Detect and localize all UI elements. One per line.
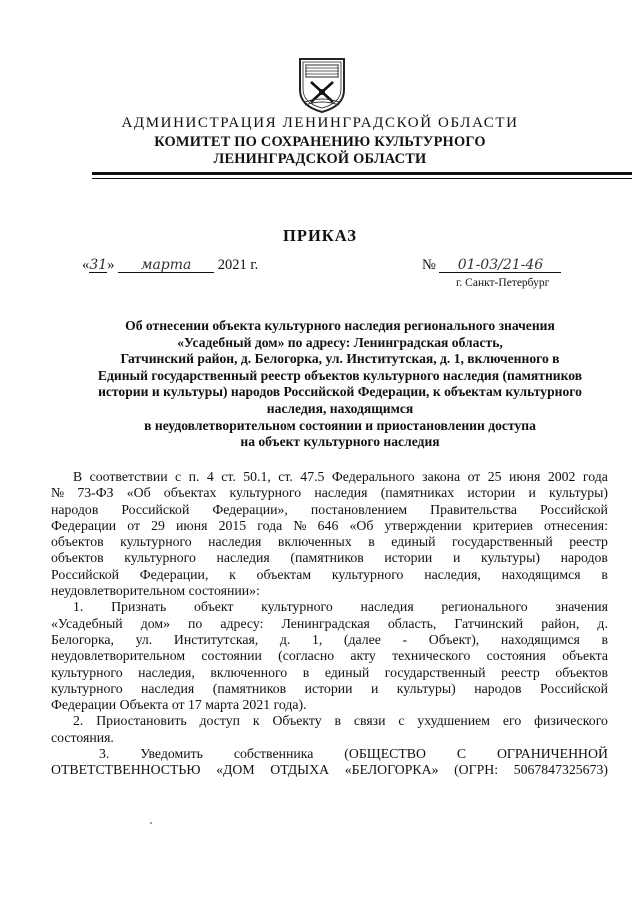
- body-word: 2015: [218, 517, 247, 533]
- body-line: [51, 632, 608, 648]
- subject-line: Об отнесении объекта культурного наследия регионального значения: [125, 318, 555, 333]
- body-line: [51, 616, 608, 632]
- body-word: критериев: [472, 517, 533, 533]
- body-word: 3.: [99, 746, 110, 762]
- body-word: от: [171, 697, 189, 713]
- body-word: в: [368, 534, 375, 550]
- body-word: объектам: [256, 566, 312, 582]
- body-word: доступ: [199, 713, 241, 729]
- body-word: и: [528, 485, 536, 501]
- body-word: «Об: [126, 485, 151, 501]
- body-word: по: [188, 615, 203, 631]
- subject-line: «Усадебный дом» по адресу: Ленинградская область,: [177, 334, 503, 350]
- order-date: [82, 257, 258, 274]
- body-word: технического: [392, 648, 471, 664]
- body-word: Федерации: [51, 517, 117, 533]
- number-value: 01-03/21-46: [439, 258, 561, 273]
- body-word: Приостановить: [96, 713, 187, 729]
- subject-line: Единый государственный реестр объектов культурного наследия (памятников: [97, 367, 583, 383]
- body-word: Объекта: [119, 697, 172, 713]
- subject-line: истории и культуры) народов Российской Федерации, к объектам культурного: [98, 384, 582, 400]
- body-word: состоянии: [201, 648, 262, 664]
- date-month: марта: [118, 258, 214, 273]
- body-word: (ОБЩЕСТВО: [344, 746, 426, 762]
- body-word: Уведомить: [140, 746, 203, 762]
- body-word: (согласно: [278, 648, 335, 664]
- subject-line: на объект культурного наследия: [240, 434, 440, 450]
- body-word: культуры): [549, 485, 608, 501]
- header-rule-thick: [92, 172, 632, 175]
- body-word: ст.: [278, 469, 293, 484]
- body-word: Признать: [111, 599, 167, 615]
- body-word: с: [175, 469, 182, 484]
- body-word: 29: [151, 517, 165, 533]
- date-year: 2021 г.: [217, 257, 259, 273]
- body-word: реестр: [501, 664, 540, 680]
- body-word: (ОГРН:: [454, 762, 499, 778]
- body-word: к: [252, 713, 260, 729]
- body-word: В: [73, 469, 83, 484]
- body-word: область,: [387, 615, 437, 631]
- body-word: объектов: [51, 534, 104, 550]
- committee-name-line1: КОМИТЕТ ПО СОХРАНЕНИЮ КУЛЬТУРНОГО: [154, 134, 486, 150]
- subject-line: наследия, находящимся: [266, 400, 414, 416]
- body-word: его: [502, 713, 522, 729]
- body-word: соответствии: [89, 469, 168, 484]
- body-word: истории: [304, 680, 353, 696]
- body-word: государственный: [384, 664, 486, 680]
- body-line: [51, 485, 608, 501]
- coat-of-arms-icon: [297, 56, 347, 114]
- body-word: (памятников: [290, 550, 364, 566]
- order-number: [422, 257, 561, 274]
- body-word: культурного: [261, 599, 333, 615]
- body-line: [51, 730, 608, 746]
- body-word: года: [582, 469, 608, 484]
- body-word: Ленинградская: [281, 615, 370, 631]
- body-word: к: [229, 566, 236, 582]
- body-word: №: [51, 485, 65, 501]
- body-word: 1.: [73, 599, 84, 615]
- body-word: народов: [474, 680, 522, 696]
- body-word: состоянии»:: [188, 583, 260, 599]
- body-word: -: [402, 631, 408, 647]
- body-word: культуры): [396, 680, 456, 696]
- body-word: единый: [324, 664, 370, 680]
- body-word: ст.: [221, 469, 236, 484]
- body-word: закона: [422, 469, 461, 484]
- body-word: Федерации,: [139, 566, 209, 582]
- body-word: (далее: [343, 631, 381, 647]
- body-word: собственника: [233, 746, 314, 762]
- body-line: [51, 469, 608, 485]
- body-word: единый: [391, 534, 436, 550]
- body-word: объектах: [163, 485, 217, 501]
- body-word: года).: [273, 697, 307, 713]
- body-word: наследия: [141, 680, 195, 696]
- body-word: реестр: [569, 534, 608, 550]
- body-word: в: [601, 631, 608, 647]
- body-word: народов: [51, 501, 99, 517]
- body-word: ОГРАНИЧЕННОЙ: [496, 746, 608, 762]
- body-word: «ДОМ: [216, 762, 255, 778]
- body-word: ухудшением: [417, 713, 491, 729]
- body-word: наследия,: [424, 566, 481, 582]
- body-word: народов: [560, 550, 608, 566]
- body-word: значения: [555, 599, 608, 615]
- organization-name: АДМИНИСТРАЦИЯ ЛЕНИНГРАДСКОЙ ОБЛАСТИ: [121, 115, 519, 131]
- body-word: наследия: [216, 550, 270, 566]
- order-subject: [80, 318, 600, 451]
- body-word: 646: [317, 517, 339, 533]
- body-word: 4: [206, 469, 214, 484]
- body-word: связи: [353, 713, 386, 729]
- body-word: Институтская,: [173, 631, 259, 647]
- body-word: объекта: [562, 648, 608, 664]
- body-word: состояния.: [51, 729, 114, 745]
- body-word: 50.1,: [243, 469, 271, 484]
- body-word: наследия: [208, 534, 262, 550]
- body-word: Федерации»,: [212, 501, 288, 517]
- body-word: утверждении: [384, 517, 462, 533]
- number-sign: №: [422, 257, 436, 273]
- body-word: культурного: [331, 566, 404, 582]
- order-body: [51, 469, 608, 779]
- issue-place: г. Санкт-Петербург: [456, 277, 550, 289]
- document-title: ПРИКАЗ: [283, 226, 357, 245]
- body-word: культуры): [480, 550, 540, 566]
- body-word: №: [293, 517, 307, 533]
- body-word: культурного: [51, 680, 123, 696]
- body-line: [51, 648, 608, 664]
- body-word: объект: [194, 599, 234, 615]
- committee-name-line2: ЛЕНИНГРАДСКОЙ ОБЛАСТИ: [213, 151, 427, 167]
- body-line: [51, 550, 608, 566]
- body-word: состояния: [486, 648, 547, 664]
- body-line: [51, 599, 608, 615]
- body-word: 25: [487, 469, 502, 484]
- body-word: государственный: [452, 534, 553, 550]
- body-word: 2021: [242, 697, 274, 713]
- body-word: в: [334, 713, 341, 729]
- body-word: 1,: [311, 631, 323, 647]
- body-word: 2.: [73, 713, 84, 729]
- body-word: от: [467, 469, 481, 484]
- body-word: года: [257, 517, 283, 533]
- body-line: [51, 762, 608, 778]
- body-word: и: [452, 550, 461, 566]
- body-line: [51, 518, 608, 534]
- body-word: наследия: [360, 599, 414, 615]
- body-word: «Усадебный: [51, 615, 123, 631]
- body-line: [51, 502, 608, 518]
- body-word: район,: [541, 615, 580, 631]
- body-word: 73-ФЗ: [77, 485, 114, 501]
- body-word: июня: [176, 517, 208, 533]
- body-word: 5067847325673): [513, 762, 608, 778]
- body-line: [51, 583, 608, 599]
- body-word: 47.5: [300, 469, 325, 484]
- body-word: культурного: [51, 664, 123, 680]
- body-word: Российской: [51, 566, 119, 582]
- body-word: 17: [188, 697, 206, 713]
- subject-line: Гатчинский район, д. Белогорка, ул. Институтская, д. 1, включенного в: [120, 351, 560, 367]
- body-word: д.: [279, 631, 291, 647]
- body-word: «БЕЛОГОРКА»: [344, 762, 439, 778]
- body-word: (памятников: [212, 680, 287, 696]
- date-open-quote: «: [82, 257, 90, 273]
- body-word: ул.: [135, 631, 153, 647]
- body-word: адресу:: [220, 615, 264, 631]
- body-word: объектов: [555, 664, 608, 680]
- date-close-quote: »: [107, 257, 115, 273]
- body-word: культурного: [229, 485, 302, 501]
- body-word: (памятниках: [380, 485, 455, 501]
- body-word: от: [127, 517, 141, 533]
- body-word: культурного: [124, 550, 196, 566]
- body-word: С: [456, 746, 467, 762]
- body-word: объектов: [51, 550, 104, 566]
- body-word: акту: [350, 648, 376, 664]
- body-word: Федерального: [331, 469, 415, 484]
- body-word: в: [302, 664, 310, 680]
- body-word: в: [601, 566, 608, 582]
- body-word: «Об: [349, 517, 374, 533]
- body-word: неудовлетворительном: [51, 648, 186, 664]
- body-word: Российской: [539, 501, 608, 517]
- body-word: ОТВЕТСТВЕННОСТЬЮ: [51, 762, 201, 778]
- body-line: [51, 665, 608, 681]
- date-day: 31: [89, 257, 108, 273]
- body-word: Федерации: [51, 697, 120, 713]
- body-word: находящимся: [500, 631, 580, 647]
- body-word: Гатчинский: [454, 615, 524, 631]
- body-word: истории: [467, 485, 516, 501]
- body-line: [51, 746, 608, 762]
- body-word: регионального: [441, 599, 528, 615]
- body-word: неудовлетворительном: [51, 583, 189, 599]
- body-word: находящимся: [501, 566, 581, 582]
- body-line: [51, 713, 608, 729]
- body-word: Российской: [540, 680, 608, 696]
- body-word: марта: [205, 697, 243, 713]
- body-word: ОТДЫХА: [270, 762, 330, 778]
- body-word: дом»: [140, 615, 170, 631]
- body-word: включенного: [210, 664, 288, 680]
- body-word: п.: [188, 469, 200, 484]
- body-line: [51, 681, 608, 697]
- body-word: Правительства: [430, 501, 517, 517]
- body-word: с: [398, 713, 405, 729]
- body-word: физического: [534, 713, 608, 729]
- body-word: истории: [384, 550, 433, 566]
- header-rule-thin: [92, 178, 632, 179]
- body-word: Российской: [121, 501, 190, 517]
- body-word: культурного: [120, 534, 192, 550]
- subject-line: в неудовлетворительном состоянии и приостановлении доступа: [144, 417, 536, 433]
- scan-speck: [150, 822, 152, 824]
- body-word: наследия: [314, 485, 368, 501]
- body-word: постановлением: [310, 501, 408, 517]
- body-word: 2002: [547, 469, 576, 484]
- body-word: июня: [508, 469, 541, 484]
- body-word: наследия,: [138, 664, 195, 680]
- body-line: [51, 697, 608, 713]
- body-word: и: [370, 680, 379, 696]
- body-word: Объекту: [272, 713, 322, 729]
- body-word: Объект),: [428, 631, 480, 647]
- body-word: Белогорка,: [51, 631, 115, 647]
- body-line: [51, 534, 608, 550]
- body-word: отнесения:: [543, 517, 608, 533]
- body-line: [51, 567, 608, 583]
- body-word: д.: [597, 615, 608, 631]
- body-word: включенных: [277, 534, 352, 550]
